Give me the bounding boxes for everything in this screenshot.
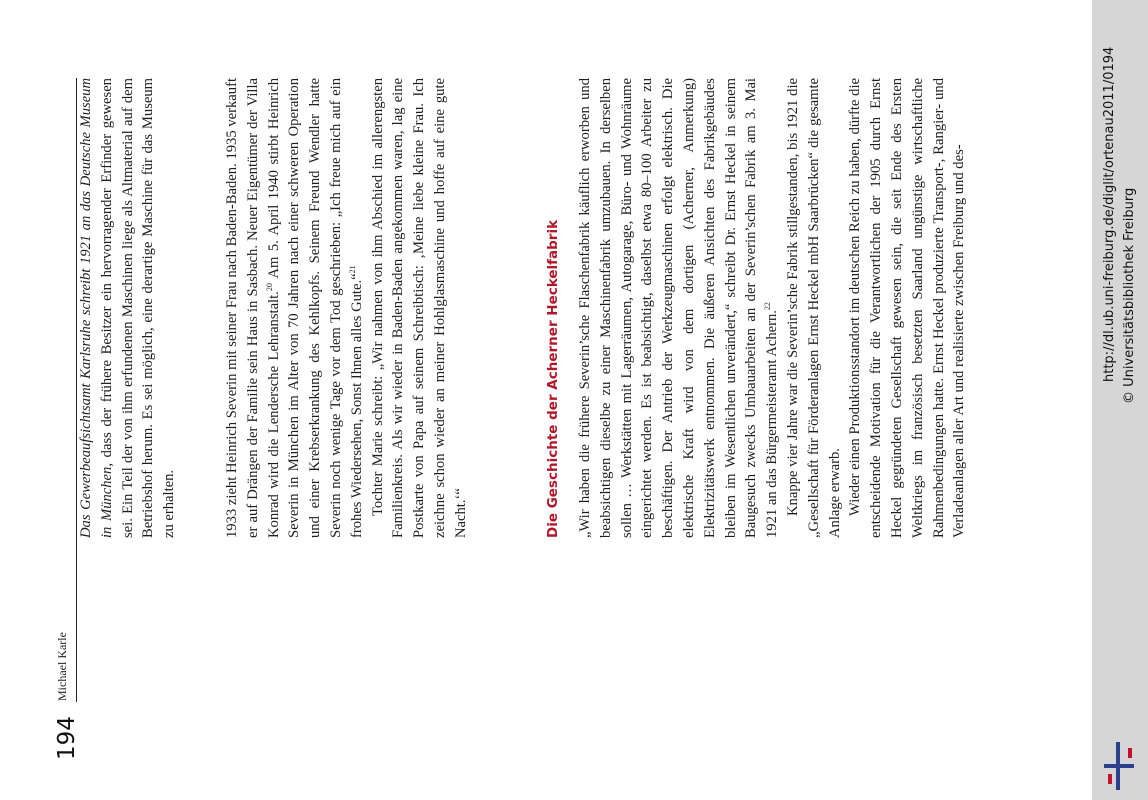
paragraph-severin-death xyxy=(222,78,368,538)
paragraph-daughter-marie: Tochter Marie schreibt: „Wir nahmen von ihm Abschied im allerengsten Familienkreis. Als wir wieder in Baden-Baden angekommen waren, lag eine Postkarte von Papa auf seinem Schreibtisch: ‚Meine liebe kleine Frau. Ich zeichne schon wieder an meiner Hohlglasmaschine und hoffe auf eine gute Nacht.‘“ xyxy=(369,78,469,538)
ub-freiburg-logo-icon xyxy=(1104,742,1136,790)
intro-text: dass der frühere Besitzer ein hervorragender Erfinder gewesen sei. Ein Teil der von ihm erfundenen Maschinen liege als Altmaterial auf dem Betriebshof herum. Es sei möglich, eine derartige Maschine für das Museum zu erhalten. xyxy=(98,78,178,538)
sidebar-url-link[interactable]: http://dl.ub.uni-freiburg.de/diglit/ortenau2011/0194 xyxy=(1102,46,1117,382)
library-sidebar xyxy=(1092,0,1148,800)
sidebar-text-block xyxy=(1092,0,1148,800)
footnote-ref-22: 22 xyxy=(763,302,773,311)
body-block-2 xyxy=(575,78,970,538)
page-number: 194 xyxy=(54,716,80,760)
section-heading: Die Geschichte der Acherner Heckelfabrik xyxy=(545,219,561,538)
paragraph-factory-idle: Knappe vier Jahre war die Severin’sche Fabrik stillgestanden, bis 1921 die „Gesellschaft für Förderanlagen Ernst Heckel mbH Saarbrücken“ die gesamte Anlage erwarb. xyxy=(784,78,843,538)
footnote-ref-20: 20 xyxy=(264,283,274,292)
intro-italic-text: Das Gewerbeaufsichtsamt Karlsruhe schreibt 1921 an das Deutsche Museum in München, xyxy=(78,78,115,538)
paragraph-text: Am 5. April 1940 stirbt Heinrich Severin in München im Alter von 70 Jahren nach einer schweren Operation und einer Krebserkrankung des Kehlkopfs. Seinem Freund Wendler hatte Severin noch wenige Tage vor dem Tod geschrieben: „Ich freue mich auf ein frohes Wiedersehen, Sonst Ihnen alles Gute.“ xyxy=(265,78,365,538)
paragraph-heckel-quote xyxy=(575,78,783,538)
paragraph-text: „Wir haben die frühere Severin’sche Flaschenfabrik käuflich erworben und beabsichtigen dieselbe zu einer Maschinenfabrik umzubauen. In derselben sollen … Werkstätten mit Lagerräumen, Autogarage, Büro- und Wohnräume eingerichtet werden. Es ist beabsichtigt, daselbst etwa 80–100 Arbeiter zu beschäftigen. Der Antrieb der Werkzeugmaschinen erfolgt elektrisch. Die elektrische Kraft wird von dem dortigen (Acherner, Anmerkung) Elektrizitätswerk entnommen. Die äußeren Ansichten des Fabrikgebäudes bleiben im Wesentlichen unverändert,“ schreibt Dr. Ernst Heckel in seinem Baugesuch zwecks Umbauarbeiten an der Severin’schen Fabrik am 3. Mai 1921 an das Bürgermeisteramt Achern. xyxy=(577,78,781,538)
intro-paragraph xyxy=(76,78,180,538)
running-header-author: Michael Karle xyxy=(55,632,69,701)
body-block-1 xyxy=(222,78,472,538)
intro-paragraph-block xyxy=(76,78,180,538)
paragraph-text: 1933 zieht Heinrich Severin mit seiner Frau nach Baden-Baden. 1935 verkauft er auf Drängen der Familie sein Haus in Sasbach. Neuer Eigentümer der Villa Konrad wird die Lendersche Lehranstalt. xyxy=(224,78,282,538)
paragraph-production-site: Wieder einen Produktionsstandort im deutschen Reich zu haben, dürfte die entscheidende Motivation für die Verantwortlichen der 1905 durch Ernst Heckel gegründeten Gesellschaft gewesen sein, die seit Ende des Ersten Weltkriegs im französisch besetzten Saarland ungünstige wirtschaftliche Rahmenbedingungen hatte. Ernst Heckel produzierte Transport-, Rangier- und Verladeanlagen aller Art und realisierte zwischen Freiburg und des- xyxy=(847,78,968,538)
footnote-ref-21: 21 xyxy=(347,265,357,274)
sidebar-copyright: © Universitätsbibliothek Freiburg xyxy=(1122,187,1137,404)
